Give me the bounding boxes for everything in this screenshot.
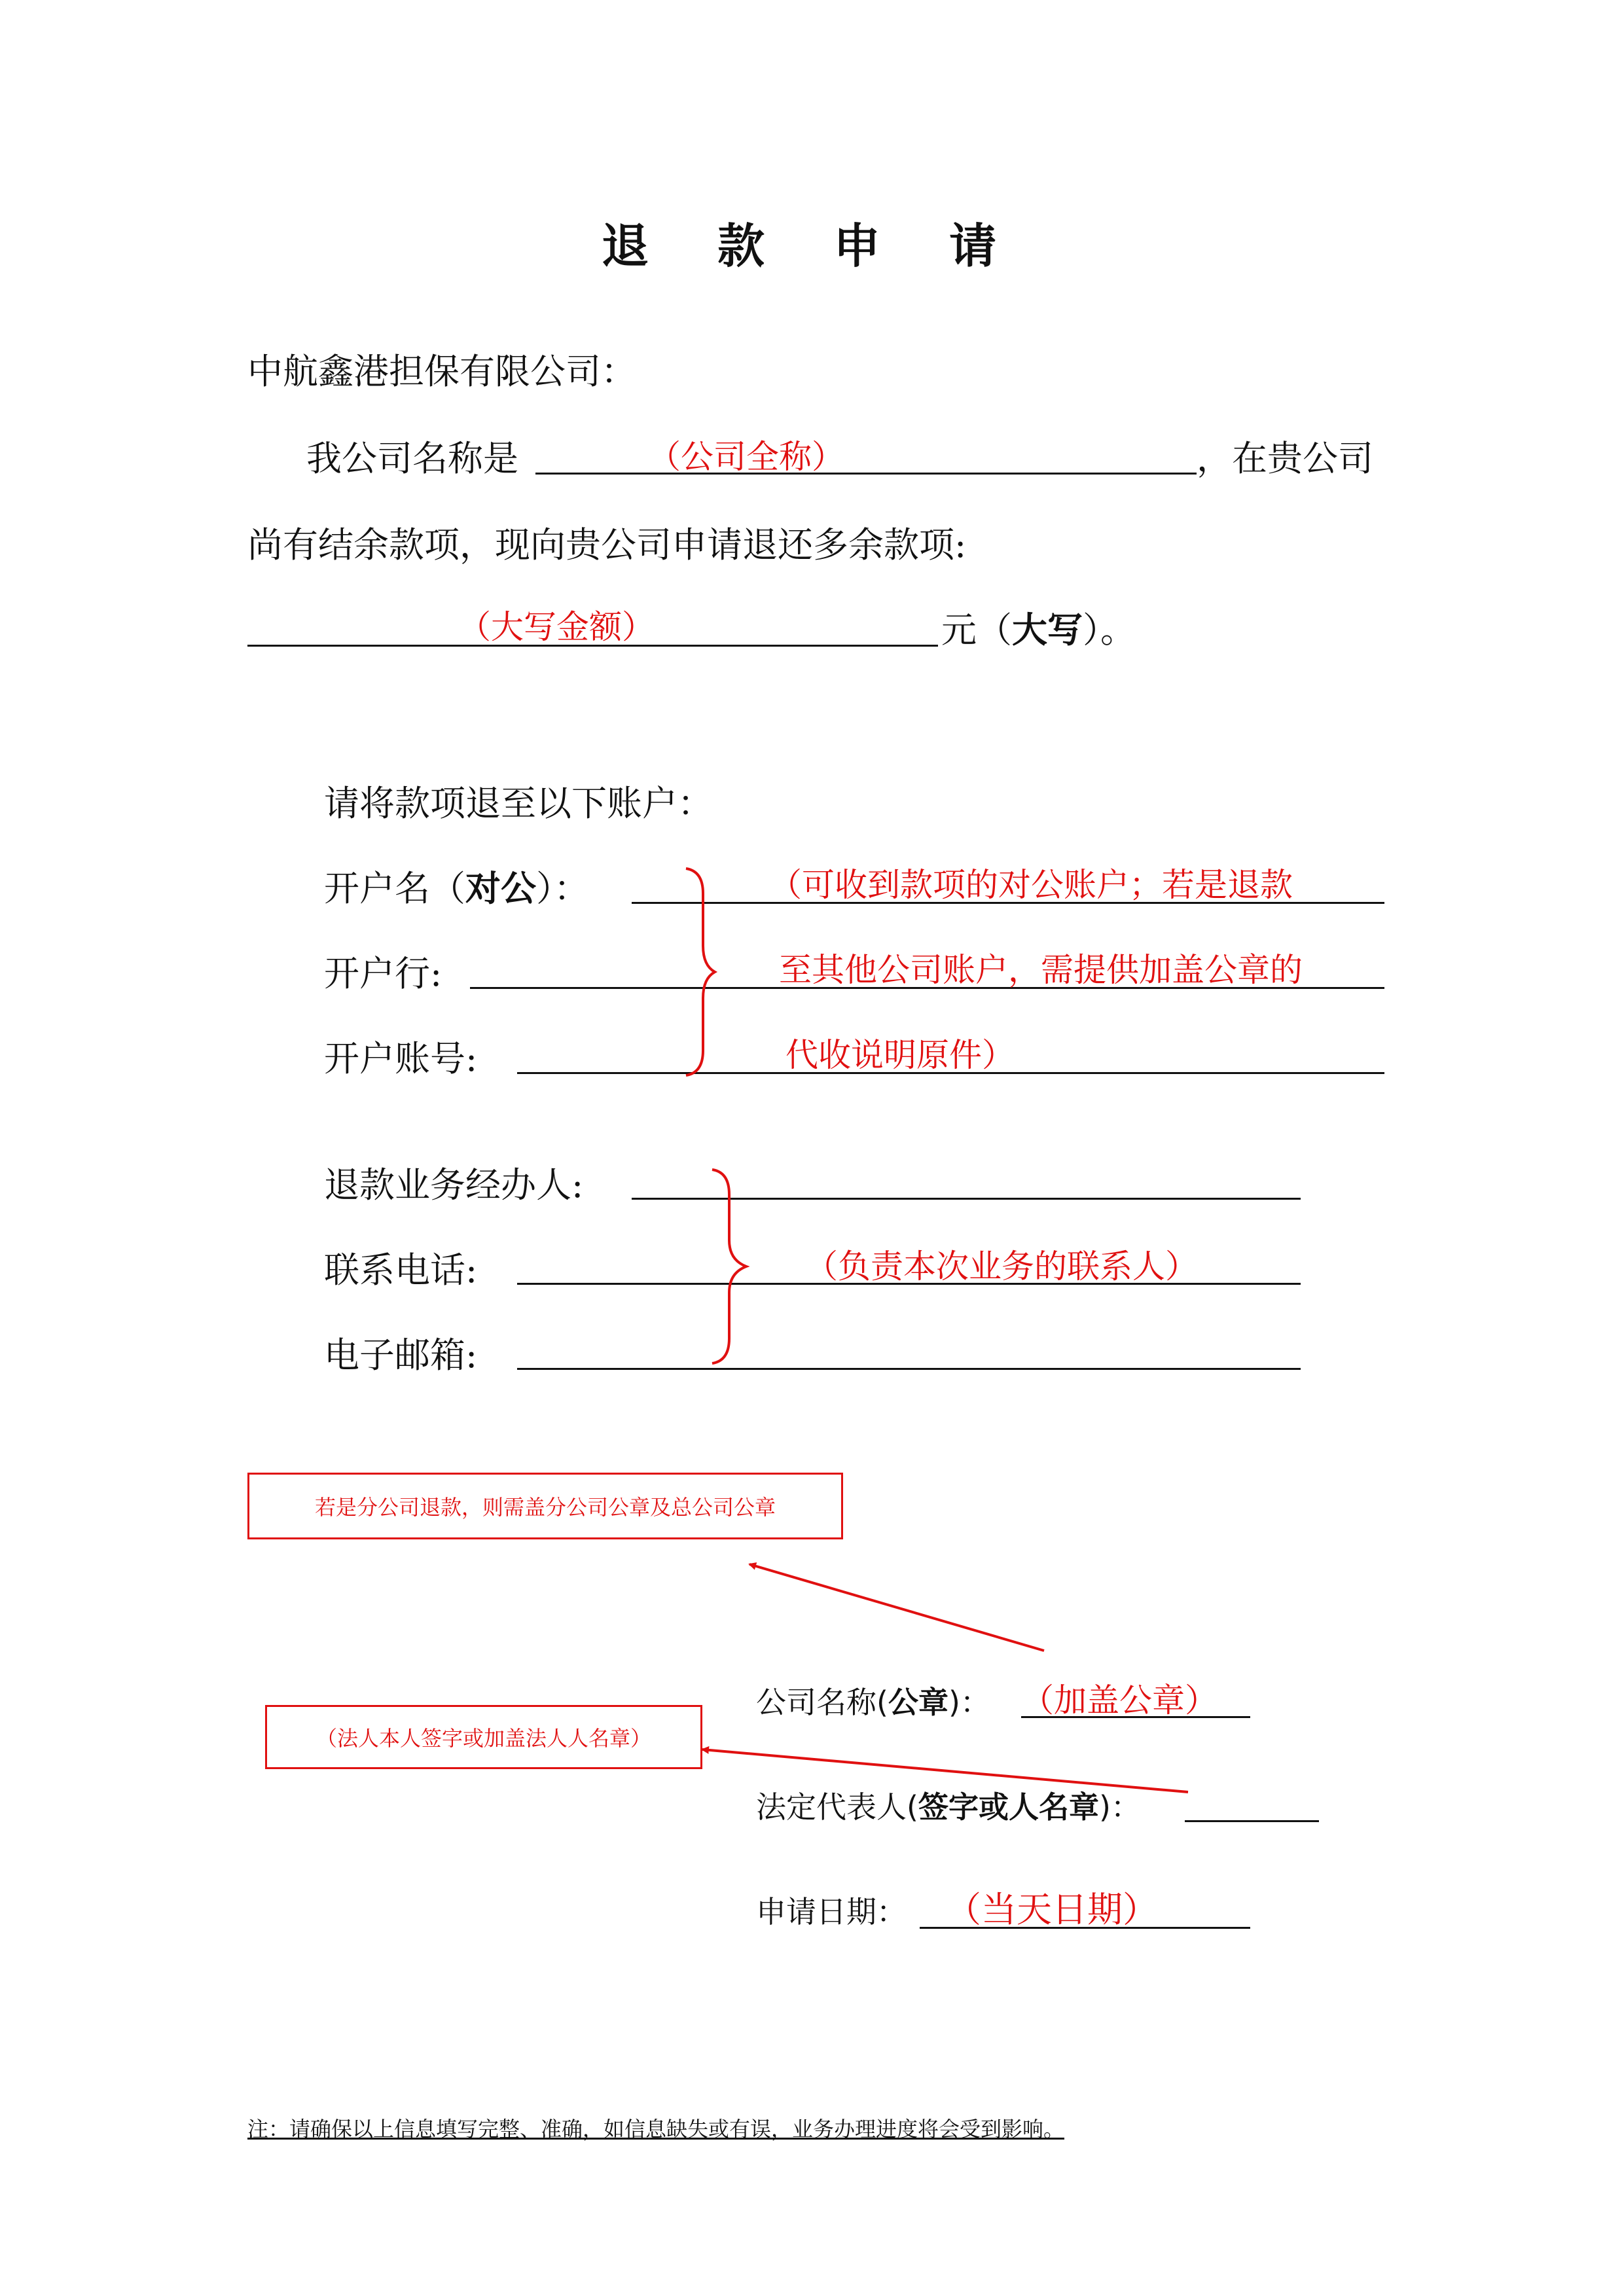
footnote: 注：请确保以上信息填写完整、准确，如信息缺失或有误，业务办理进度将会受到影响。 bbox=[247, 2117, 1065, 2142]
para-suffix: ，在贵公司 bbox=[1197, 438, 1373, 479]
branch-stamp-note: 若是分公司退款，则需盖分公司公章及总公司公章 bbox=[314, 1495, 776, 1520]
account-note-line1: （可收到款项的对公账户；若是退款 bbox=[769, 866, 1293, 904]
account-note-line3: 代收说明原件） bbox=[785, 1036, 1015, 1074]
recipient: 中航鑫港担保有限公司： bbox=[247, 351, 636, 392]
legal-sign-note: （法人本人签字或加盖法人人名章） bbox=[316, 1726, 651, 1751]
para-line2: 尚有结余款项，现向贵公司申请退还多余款项: bbox=[247, 524, 967, 565]
account-heading: 请将款项退至以下账户： bbox=[324, 783, 713, 824]
page-title: 退 款 申 请 bbox=[601, 219, 1023, 274]
handler-label: 退款业务经办人: bbox=[324, 1164, 584, 1206]
phone-label: 联系电话: bbox=[324, 1249, 478, 1291]
account-bank-label: 开户行: bbox=[324, 953, 442, 994]
amount-unit: 元（大写）。 bbox=[941, 609, 1136, 651]
company-seal-hint: （加盖公章） bbox=[1021, 1681, 1218, 1719]
contact-note: （负责本次业务的联系人） bbox=[805, 1247, 1198, 1285]
amount-hint: （大写金额） bbox=[458, 608, 655, 646]
account-name-label: 开户名（对公）： bbox=[324, 868, 589, 909]
legal-rep-label: 法定代表人(签字或人名章)： bbox=[756, 1789, 1141, 1825]
para-prefix: 我公司名称是 bbox=[306, 438, 518, 479]
date-label: 申请日期： bbox=[756, 1894, 907, 1929]
account-note-line2: 至其他公司账户，需提供加盖公章的 bbox=[779, 951, 1303, 989]
arrow-to-branch-note bbox=[749, 1564, 1044, 1651]
date-hint: （当天日期） bbox=[946, 1889, 1158, 1930]
email-label: 电子邮箱: bbox=[324, 1335, 478, 1376]
company-name-hint: （公司全称） bbox=[648, 438, 844, 476]
account-number-label: 开户账号: bbox=[324, 1038, 478, 1079]
company-seal-label: 公司名称(公章)： bbox=[756, 1685, 990, 1720]
legal-rep-field[interactable] bbox=[1185, 1820, 1319, 1822]
